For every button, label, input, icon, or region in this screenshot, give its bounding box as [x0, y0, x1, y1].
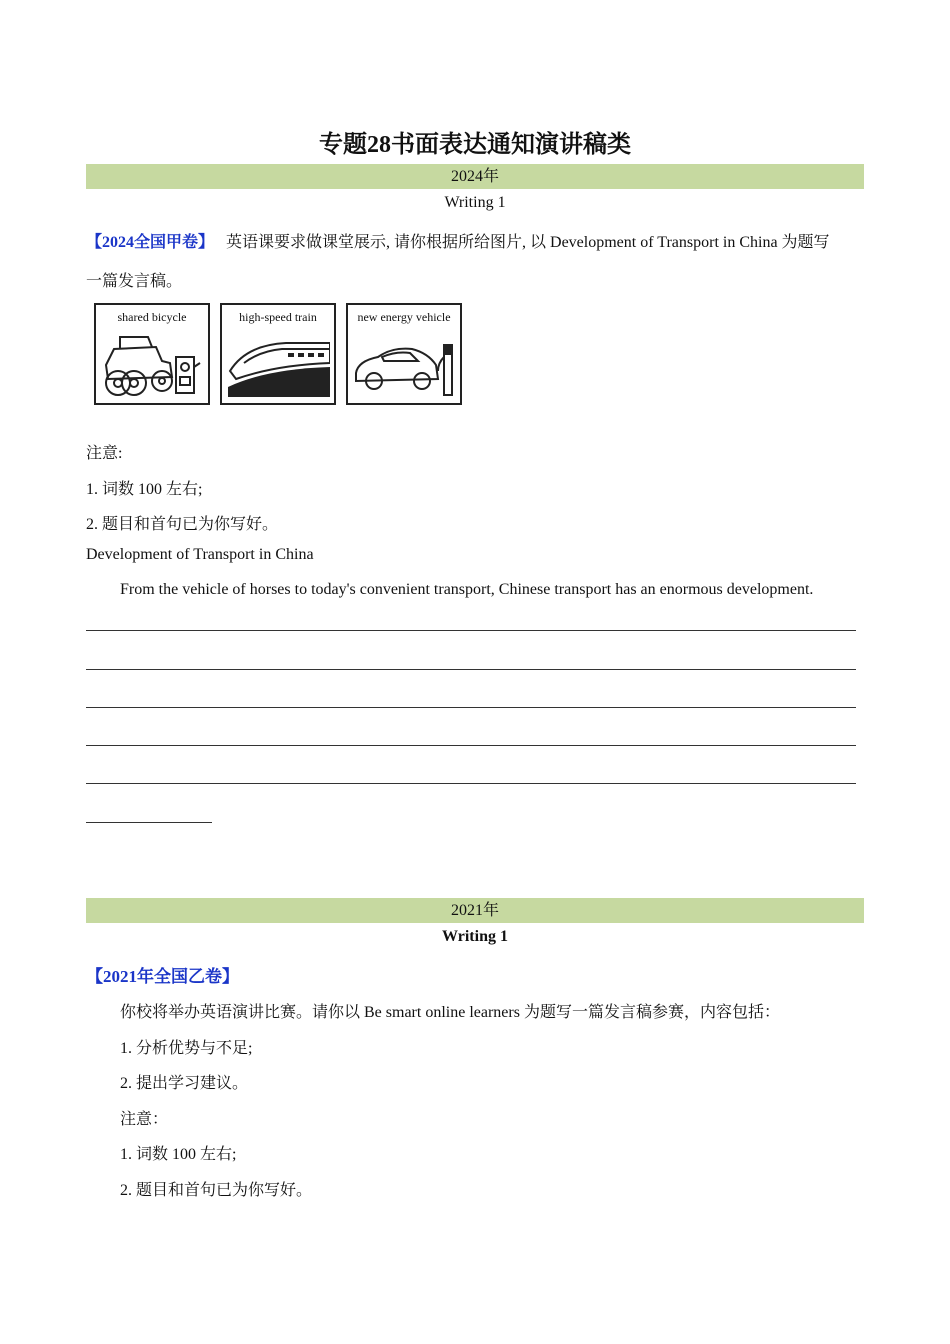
page-title: 专题28书面表达通知演讲稿类 — [319, 132, 631, 158]
prompt-text: 你校将举办英语演讲比赛。请你以 Be smart online learners 为题写一篇发言稿参赛，内容包括： — [120, 1004, 780, 1021]
answer-line — [86, 745, 856, 746]
writing-heading: Writing 1 — [444, 194, 506, 211]
picture-caption: shared bicycle — [117, 310, 187, 324]
prompt-line-2: 一篇发言稿。 — [86, 273, 183, 290]
content-point: 2. 提出学习建议。 — [120, 1075, 249, 1092]
picture-new-energy-vehicle — [346, 303, 462, 405]
picture-caption: high-speed train — [239, 310, 317, 324]
notes-label: 注意： — [120, 1111, 169, 1128]
exam-tag: 【2021年全国乙卷】 — [86, 967, 239, 986]
year-band-2024: 2024年 — [86, 164, 864, 189]
prompt-line — [86, 229, 830, 252]
picture-shared-bicycle — [94, 303, 210, 405]
note-item: 1. 词数 100 左右; — [120, 1146, 237, 1163]
notes-label: 注意: — [86, 445, 123, 462]
answer-line — [86, 669, 856, 670]
content-point: 1. 分析优势与不足; — [120, 1040, 253, 1057]
picture-high-speed-train — [220, 303, 336, 405]
picture-caption: new energy vehicle — [357, 310, 451, 324]
prompt-text: 英语课要求做课堂展示, 请你根据所给图片, 以 Development of Transport in China 为题写 — [226, 234, 830, 251]
essay-title: Development of Transport in China — [86, 546, 314, 563]
note-item: 1. 词数 100 左右; — [86, 481, 203, 498]
transport-pictures — [94, 303, 478, 405]
answer-line — [86, 630, 856, 631]
high-speed-train-icon — [226, 327, 330, 399]
year-band-2021: 2021年 — [86, 898, 864, 923]
note-item: 2. 题目和首句已为你写好。 — [86, 516, 279, 533]
writing-heading: Writing 1 — [442, 928, 508, 945]
note-item: 2. 题目和首句已为你写好。 — [120, 1182, 313, 1199]
essay-first-sentence: From the vehicle of horses to today's convenient transport, Chinese transport has an enormous development. — [120, 581, 814, 598]
electric-car-charging-icon — [352, 327, 456, 399]
answer-line — [86, 707, 856, 708]
old-car-and-bicycle-icon — [100, 327, 204, 399]
answer-line — [86, 822, 212, 823]
exam-tag: 【2024全国甲卷】 — [86, 234, 215, 251]
answer-line — [86, 783, 856, 784]
